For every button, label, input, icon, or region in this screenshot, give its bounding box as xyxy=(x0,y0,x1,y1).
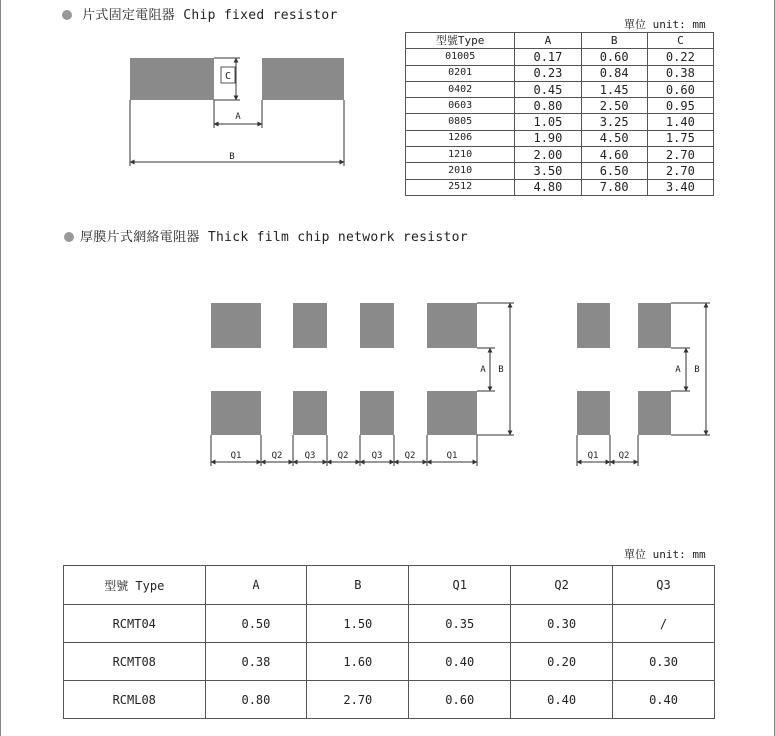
value-cell: 0.60 xyxy=(647,81,713,97)
dim-label: Q2 xyxy=(337,451,349,461)
chip-pad-right xyxy=(262,58,344,100)
dim-label: Q1 xyxy=(230,451,242,461)
chip-dim-b-label: B xyxy=(229,152,235,162)
type-cell: 1206 xyxy=(406,130,515,146)
value-cell: 0.80 xyxy=(515,98,581,114)
dim-label: Q3 xyxy=(371,451,383,461)
chip-pad-left xyxy=(130,58,214,100)
network-pad xyxy=(427,391,477,435)
network-pad xyxy=(360,303,394,348)
type-cell: RCMT04 xyxy=(64,605,206,643)
network-pad xyxy=(577,391,610,435)
network-pad xyxy=(638,391,671,435)
dim-label: Q1 xyxy=(587,451,599,461)
type-cell: 0603 xyxy=(406,98,515,114)
network-pad xyxy=(638,303,671,348)
network-diagram-left xyxy=(211,303,514,466)
header-a: A xyxy=(205,566,307,605)
network-pad xyxy=(293,391,327,435)
chip-dim-c-label: C xyxy=(224,71,232,82)
value-cell: 0.38 xyxy=(647,65,713,81)
type-cell: 0201 xyxy=(406,65,515,81)
value-cell: 0.40 xyxy=(613,681,715,719)
network-pad xyxy=(360,391,394,435)
header-q2: Q2 xyxy=(511,566,613,605)
value-cell: 4.60 xyxy=(581,147,647,163)
value-cell: 0.23 xyxy=(515,65,581,81)
header-q3: Q3 xyxy=(613,566,715,605)
dim-label: Q3 xyxy=(304,451,316,461)
type-cell: 2010 xyxy=(406,163,515,179)
type-cell: RCML08 xyxy=(64,681,206,719)
value-cell: 3.50 xyxy=(515,163,581,179)
value-cell: 0.45 xyxy=(515,81,581,97)
value-cell: 1.05 xyxy=(515,114,581,130)
value-cell: 0.80 xyxy=(205,681,307,719)
value-cell: 0.17 xyxy=(515,49,581,65)
value-cell: 1.75 xyxy=(647,130,713,146)
header-type: 型號Type xyxy=(406,33,515,49)
value-cell: 0.35 xyxy=(409,605,511,643)
value-cell: 0.30 xyxy=(613,643,715,681)
type-cell: 2512 xyxy=(406,179,515,195)
network-pad xyxy=(211,391,261,435)
value-cell: 4.50 xyxy=(581,130,647,146)
type-cell: 0805 xyxy=(406,114,515,130)
chip-dim-a-label: A xyxy=(235,112,241,122)
value-cell: / xyxy=(613,605,715,643)
network-diagram-right xyxy=(577,303,710,466)
network-pad xyxy=(211,303,261,348)
value-cell: 2.70 xyxy=(647,147,713,163)
value-cell: 0.30 xyxy=(511,605,613,643)
value-cell: 1.60 xyxy=(307,643,409,681)
value-cell: 3.25 xyxy=(581,114,647,130)
value-cell: 6.50 xyxy=(581,163,647,179)
network-right-dim-b-label: B xyxy=(694,365,700,375)
value-cell: 3.40 xyxy=(647,179,713,195)
header-a: A xyxy=(515,33,581,49)
header-b: B xyxy=(307,566,409,605)
network-dim-b-label: B xyxy=(498,365,504,375)
value-cell: 1.40 xyxy=(647,114,713,130)
type-cell: 0402 xyxy=(406,81,515,97)
dim-label: Q2 xyxy=(271,451,283,461)
value-cell: 0.20 xyxy=(511,643,613,681)
type-cell: 01005 xyxy=(406,49,515,65)
dim-label: Q2 xyxy=(618,451,630,461)
section2-unit: 單位 unit: mm xyxy=(624,548,706,561)
network-right-dim-a-label: A xyxy=(675,365,681,375)
value-cell: 4.80 xyxy=(515,179,581,195)
type-cell: RCMT08 xyxy=(64,643,206,681)
value-cell: 1.90 xyxy=(515,130,581,146)
value-cell: 0.40 xyxy=(511,681,613,719)
value-cell: 2.70 xyxy=(647,163,713,179)
value-cell: 7.80 xyxy=(581,179,647,195)
value-cell: 0.84 xyxy=(581,65,647,81)
value-cell: 0.38 xyxy=(205,643,307,681)
value-cell: 0.50 xyxy=(205,605,307,643)
value-cell: 1.50 xyxy=(307,605,409,643)
section1-title: 片式固定電阻器 Chip fixed resistor xyxy=(82,8,338,23)
value-cell: 1.45 xyxy=(581,81,647,97)
network-pad xyxy=(293,303,327,348)
value-cell: 2.50 xyxy=(581,98,647,114)
header-type: 型號 Type xyxy=(64,566,206,605)
section2-title: 厚膜片式網絡電阻器 Thick film chip network resistor xyxy=(80,230,468,245)
header-b: B xyxy=(581,33,647,49)
section1-unit: 單位 unit: mm xyxy=(624,18,706,31)
network-dim-a-label: A xyxy=(480,365,486,375)
value-cell: 2.00 xyxy=(515,147,581,163)
dim-label: Q2 xyxy=(404,451,416,461)
header-c: C xyxy=(647,33,713,49)
value-cell: 0.95 xyxy=(647,98,713,114)
value-cell: 0.60 xyxy=(581,49,647,65)
network-pad xyxy=(427,303,477,348)
value-cell: 2.70 xyxy=(307,681,409,719)
value-cell: 0.60 xyxy=(409,681,511,719)
dim-label: Q1 xyxy=(446,451,458,461)
type-cell: 1210 xyxy=(406,147,515,163)
network-pad xyxy=(577,303,610,348)
value-cell: 0.40 xyxy=(409,643,511,681)
header-q1: Q1 xyxy=(409,566,511,605)
value-cell: 0.22 xyxy=(647,49,713,65)
